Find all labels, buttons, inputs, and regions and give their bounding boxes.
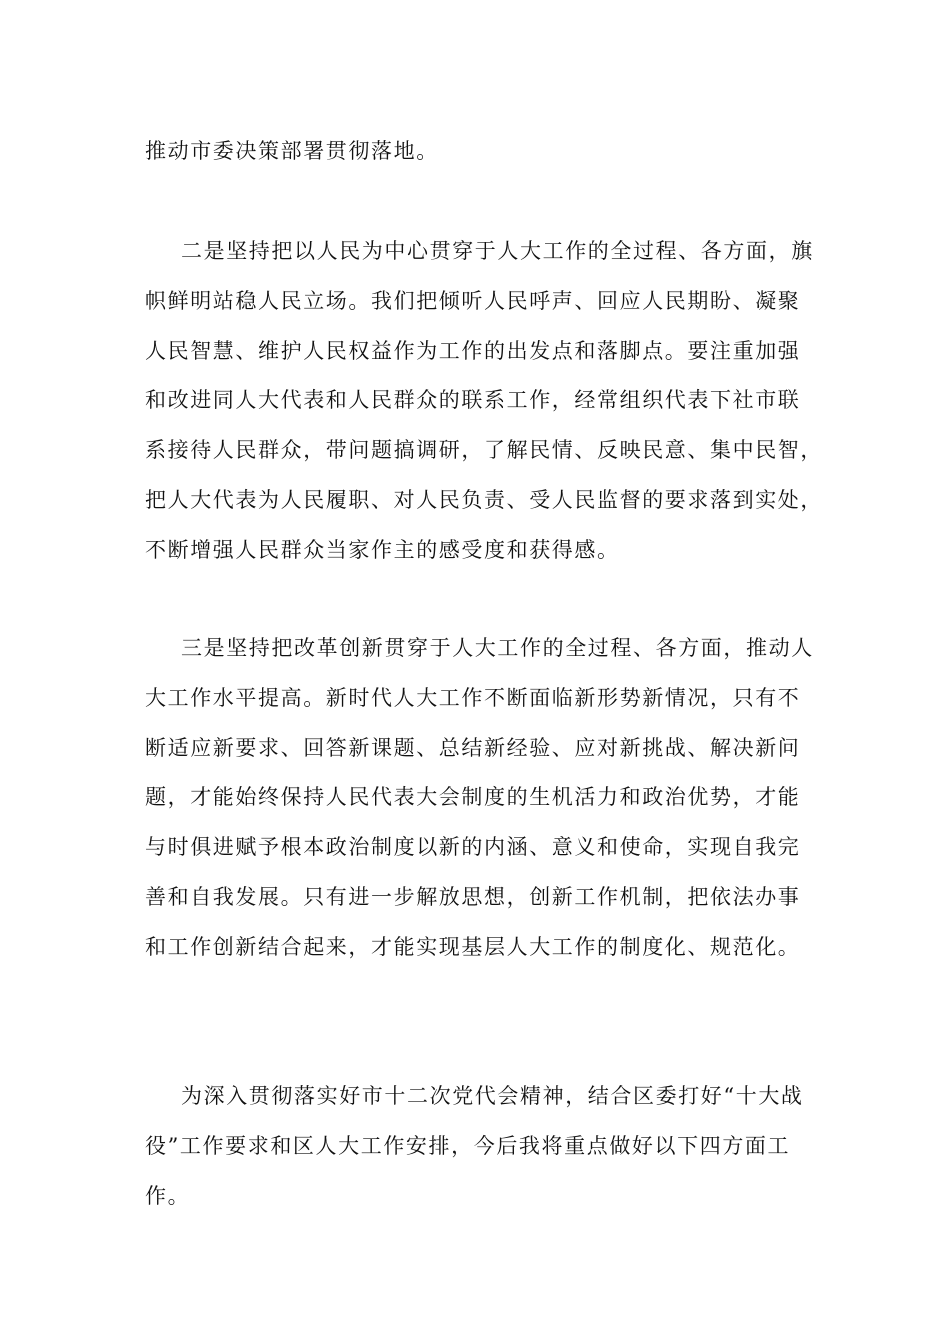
paragraph-future-work [145,1072,825,1221]
text-line: 三是坚持把改革创新贯穿于人大工作的全过程、各方面，推动人 [181,636,814,660]
text-line: 作。 [145,1183,191,1208]
paragraph-people-centered [145,227,825,576]
text-line: 把人大代表为人民履职、对人民负责、受人民监督的要求落到实处， [145,487,823,512]
text-line: 二是坚持把以人民为中心贯穿于人大工作的全过程、各方面，旗 [181,239,814,263]
text-line: 为深入贯彻落实好市十二次党代会精神，结合区委打好“十大战 [181,1084,804,1108]
text-line: 和工作创新结合起来，才能实现基层人大工作的制度化、规范化。 [145,934,801,959]
text-line: 帜鲜明站稳人民立场。我们把倾听人民呼声、回应人民期盼、凝聚 [145,288,801,313]
text-line: 断适应新要求、回答新课题、总结新经验、应对新挑战、解决新问 [145,735,801,760]
text-line: 人民智慧、维护人民权益作为工作的出发点和落脚点。要注重加强 [145,338,801,363]
paragraph-reform-innovation [145,624,825,973]
text-line: 大工作水平提高。新时代人大工作不断面临新形势新情况，只有不 [145,685,801,710]
text-line: 推动市委决策部署贯彻落地。 [145,139,439,163]
text-line: 善和自我发展。只有进一步解放思想，创新工作机制，把依法办事 [145,884,801,909]
text-line: 和改进同人大代表和人民群众的联系工作，经常组织代表下社市联 [145,388,801,413]
text-line: 系接待人民群众，带问题搞调研，了解民情、反映民意、集中民智， [145,438,823,463]
paragraph-continuation [145,127,825,177]
text-line: 役”工作要求和区人大工作安排，今后我将重点做好以下四方面工 [145,1133,791,1158]
text-line: 题，才能始终保持人民代表大会制度的生机活力和政治优势，才能 [145,785,801,810]
text-line: 与时俱进赋予根本政治制度以新的内涵、意义和使命，实现自我完 [145,835,801,860]
text-line: 不断增强人民群众当家作主的感受度和获得感。 [145,537,620,562]
